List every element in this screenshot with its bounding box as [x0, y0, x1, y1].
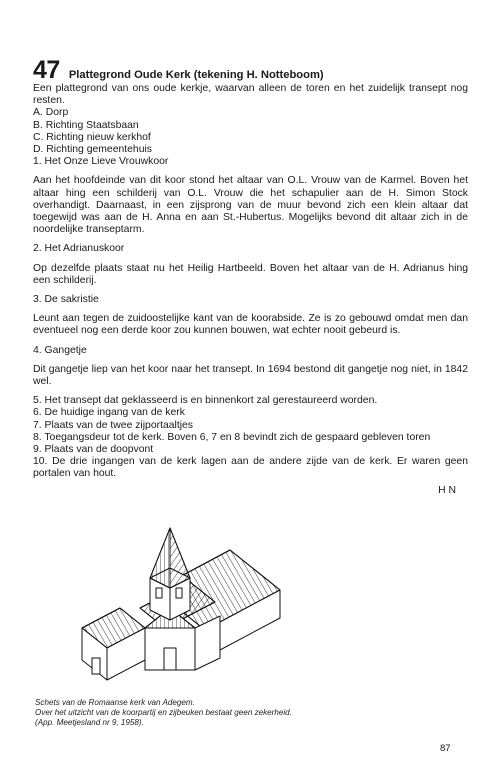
item-1-text: Aan het hoofdeinde van dit koor stond het altaar van O.L. Vrouw van de Karmel. Boven het altaar hing een schilderij van O.L. Vrouw die het schapulier aan de H. Simon Stock overhandigt. Daarnaast, in een zijsprong van de muur bevond zich een klein altaar dat toegewijd was aan de H. Anna en aan St.-Hubertus. Mogelijks bevond dit altaar zich in de noordelijke transeptarm.	[33, 175, 468, 236]
caption-line-2: Over het uitzicht van de koorpartij en zijbeuken bestaat geen zekerheid.	[35, 708, 292, 717]
item-4-heading: 4. Gangetje	[33, 344, 87, 356]
item-4-text: Dit gangetje liep van het koor naar het transept. In 1694 bestond dit gangetje nog niet, in 1842 wel.	[33, 363, 468, 388]
item-8: 8. Toegangsdeur tot de kerk. Boven 6, 7 en 8 bevindt zich de gespaard gebleven toren	[33, 431, 431, 443]
item-2-heading: 2. Het Adrianuskoor	[33, 243, 125, 255]
caption-line-1: Schets van de Romaanse kerk van Adegem.	[35, 698, 195, 707]
section-number: 47	[33, 56, 60, 84]
item-10: 10. De drie ingangen van de kerk lagen aan de andere zijde van de kerk. Er waren geen portalen van hout.	[33, 456, 468, 480]
item-3-heading: 3. De sakristie	[33, 294, 99, 306]
church-sketch	[80, 520, 290, 690]
figure-caption	[35, 698, 455, 728]
page-number: 87	[440, 743, 451, 754]
item-7: 7. Plaats van de twee zijportaaltjes	[33, 419, 193, 431]
legend-d: D. Richting gemeentehuis	[33, 144, 152, 156]
legend-c: C. Richting nieuw kerkhof	[33, 131, 151, 143]
item-2-text: Op dezelfde plaats staat nu het Heilig Hartbeeld. Boven het altaar van de H. Adrianus hing een schilderij.	[33, 262, 468, 286]
item-1-heading: 1. Het Onze Lieve Vrouwkoor	[33, 156, 169, 168]
section-title: Plattegrond Oude Kerk (tekening H. Notteboom)	[68, 69, 324, 81]
author-signature: H N	[438, 484, 456, 496]
item-3-text: Leunt aan tegen de zuidoostelijke kant van de koorabside. Ze is zo gebouwd omdat men dan eventueel nog een derde koor zou kunnen bouwen, wat echter nooit gebeurd is.	[33, 313, 468, 337]
item-6: 6. De huidige ingang van de kerk	[33, 407, 185, 419]
item-9: 9. Plaats van de doopvont	[33, 444, 154, 456]
caption-line-3: (App. Meetjesland nr 9, 1958).	[35, 718, 144, 727]
intro-paragraph: Een plattegrond van ons oude kerkje, waarvan alleen de toren en het zuidelijk transept nog resten.	[33, 83, 468, 107]
article	[33, 58, 468, 496]
item-5: 5. Het transept dat geklasseerd is en binnenkort zal gerestaureerd worden.	[33, 395, 378, 407]
legend-b: B. Richting Staatsbaan	[33, 119, 139, 131]
legend-a: A. Dorp	[33, 107, 69, 119]
section-header	[33, 58, 468, 82]
